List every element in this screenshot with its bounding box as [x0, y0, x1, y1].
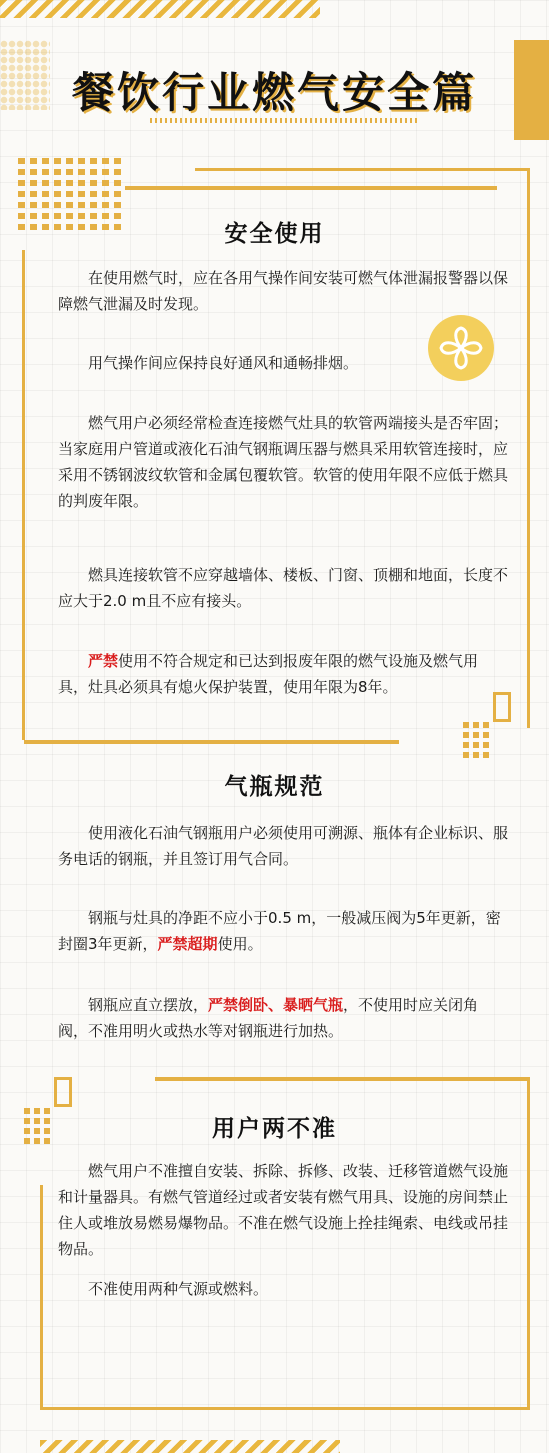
paragraph: 钢瓶应直立摆放，严禁倒卧、暴晒气瓶，不使用时应关闭角阀，不准用明火或热水等对钢瓶进行加热。: [58, 996, 479, 1040]
paragraph: 严禁使用不符合规定和已达到报废年限的燃气设施及燃气用具，灶具必须具有熄火保护装置，使用年限为8年。: [58, 652, 479, 696]
frame-line-right-vertical: [527, 168, 530, 728]
divider-line-1: [24, 740, 399, 744]
top-stripe-decoration: [0, 0, 320, 18]
divider-line-2: [155, 1077, 527, 1081]
frame-line-left-vertical: [22, 250, 25, 740]
frame-line-top: [125, 186, 497, 190]
paragraph: 使用液化石油气钢瓶用户必须使用可溯源、瓶体有企业标识、服务电话的钢瓶，并且签订用气合同。: [58, 824, 509, 868]
paragraph: 用气操作间应保持良好通风和通畅排烟。: [88, 354, 359, 372]
bottom-stripe-decoration: [40, 1440, 340, 1453]
section-heading-cylinder-rules: 气瓶规范: [224, 774, 325, 800]
warning-text: 严禁: [88, 652, 119, 670]
paragraph: 不准使用两种气源或燃料。: [88, 1280, 269, 1298]
frame-line-top-right: [195, 168, 530, 171]
page-title: 餐饮行业燃气安全篇: [71, 68, 477, 117]
paragraph: 钢瓶与灶具的净距不应小于0.5 m，一般减压阀为5年更新，密封圈3年更新，严禁超期使用。: [58, 909, 501, 953]
warning-text: 严禁倒卧、暴晒气瓶: [208, 996, 344, 1014]
frame-line-left-lower: [40, 1185, 43, 1410]
square-grid-decoration: [463, 722, 489, 758]
paragraph: 燃气用户必须经常检查连接燃气灶具的软管两端接头是否牢固；当家庭用户管道或液化石油气钢瓶调压器与燃具采用软管连接时，应采用不锈钢波纹软管和金属包覆软管。软管的使用年限不应低于燃具的判废年限。: [58, 414, 509, 510]
section-heading-safe-use: 安全使用: [224, 221, 325, 247]
paragraph: 在使用燃气时，应在各用气操作间安装可燃气体泄漏报警器以保障燃气泄漏及时发现。: [58, 269, 509, 313]
section-heading-user-prohibitions: 用户两不准: [212, 1116, 337, 1142]
frame-line-bottom: [40, 1407, 530, 1410]
hollow-square-decoration: [54, 1077, 72, 1107]
warning-text: 严禁超期: [157, 935, 218, 953]
paragraph: 燃气用户不准擅自安装、拆除、拆修、改装、迁移管道燃气设施和计量器具。有燃气管道经过或者安装有燃气用具、设施的房间禁止住人或堆放易燃易爆物品。不准在燃气设施上拴挂绳索、电线或吊挂物品。: [58, 1162, 509, 1258]
paragraph: 燃具连接软管不应穿越墙体、楼板、门窗、顶棚和地面，长度不应大于2.0 m且不应有接头。: [58, 566, 509, 610]
